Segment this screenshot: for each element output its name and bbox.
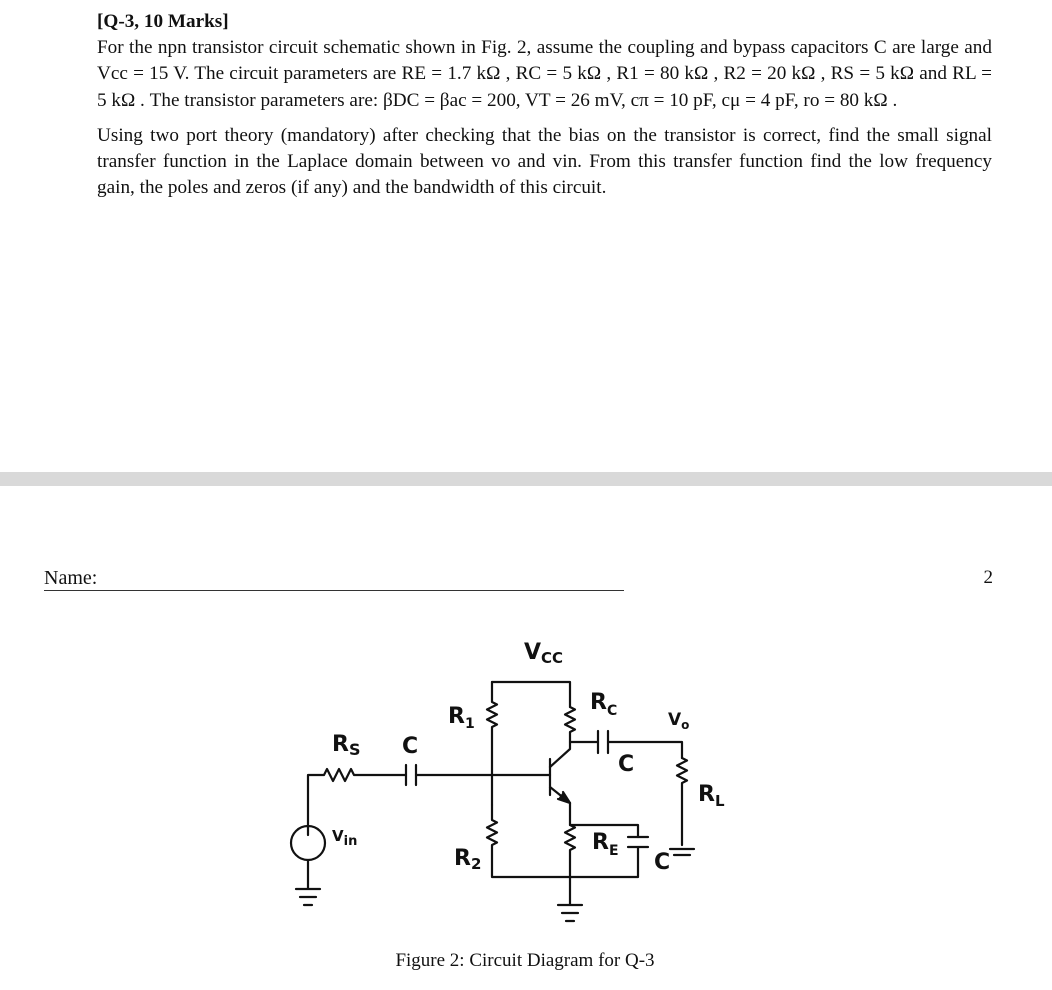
question-block bbox=[97, 9, 992, 201]
r2-label: R2 bbox=[454, 846, 482, 873]
rc-label: $R_C$ bbox=[590, 690, 618, 719]
circuit-diagram bbox=[270, 625, 740, 935]
r1-resistor bbox=[487, 682, 497, 805]
rl-label: $R_L$ bbox=[698, 782, 725, 810]
re-resistor bbox=[565, 825, 575, 877]
question-paragraph-2: Using two port theory (mandatory) after checking that the bias on the transistor is correct, find the small signal transfer function in the Laplace domain between vo and vin. From this transfer function find the low frequency gain, the poles and zeros (if any) and the bandwidth of this circuit. bbox=[97, 124, 992, 199]
input-capacitor bbox=[406, 765, 416, 785]
input-capacitor-label: C bbox=[402, 734, 419, 759]
rs-label: RS bbox=[332, 732, 361, 759]
vin-ground bbox=[296, 860, 320, 905]
name-label: Name: bbox=[44, 567, 98, 589]
transistor-collector bbox=[550, 742, 570, 767]
question-page bbox=[0, 0, 1052, 472]
vin-label: Vin bbox=[332, 827, 358, 849]
question-paragraph-1: For the npn transistor circuit schematic shown in Fig. 2, assume the coupling and bypass capacitors C are large and Vcc = 15 V. The circuit parameters are RE = 1.7 kΩ , RC = 5 kΩ , R1 = 80 kΩ , R2 = 20 kΩ , RS = 5 kΩ and RL = 5 kΩ . The transistor parameters are: βDC = βac = 200, VT = 26 mV, cπ = 10 pF, cμ = 4 pF, ro = 80 kΩ . bbox=[97, 37, 992, 111]
vo-label: $V_o$ bbox=[668, 710, 690, 732]
page-separator bbox=[0, 472, 1052, 486]
r1-label: $R_1$ bbox=[448, 704, 475, 732]
page-number: 2 bbox=[983, 567, 993, 588]
figure-caption: Figure 2: Circuit Diagram for Q-3 bbox=[395, 950, 655, 971]
r2-resistor bbox=[487, 805, 570, 877]
main-ground bbox=[558, 877, 582, 921]
vcc-rail-wire bbox=[492, 682, 570, 707]
rl-resistor bbox=[677, 758, 687, 845]
re-label: $R_E$ bbox=[592, 830, 619, 859]
vcc-label: VCC bbox=[524, 640, 564, 667]
output-capacitor bbox=[598, 731, 608, 753]
question-title: [Q-3, 10 Marks] bbox=[97, 11, 229, 32]
output-capacitor-label: C bbox=[618, 752, 635, 777]
bypass-capacitor-label: C bbox=[654, 850, 671, 875]
rl-ground bbox=[670, 849, 694, 855]
name-underline bbox=[44, 590, 624, 591]
rs-resistor bbox=[308, 769, 406, 835]
